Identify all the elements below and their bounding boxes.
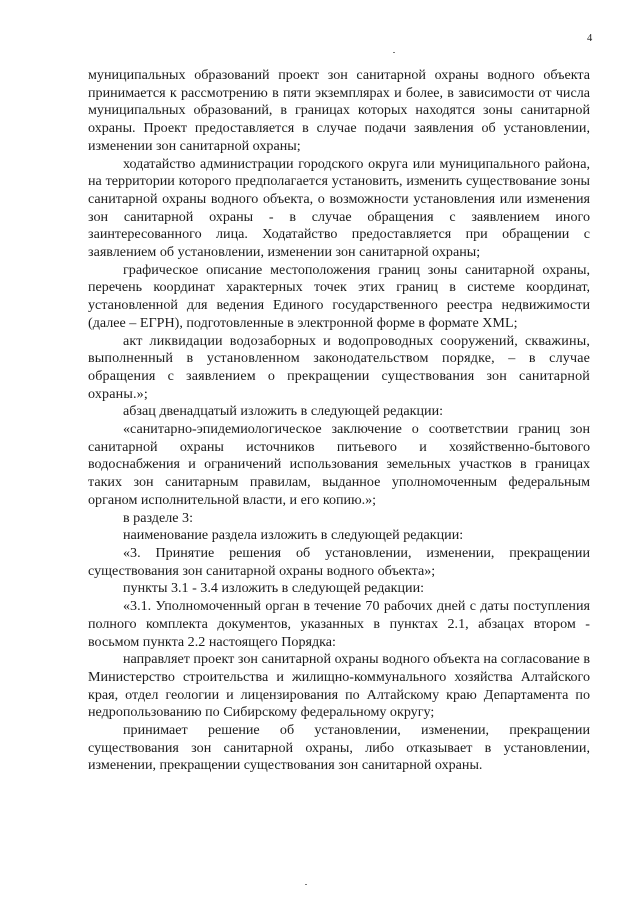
- scan-speck: [393, 52, 395, 53]
- paragraph: «3.1. Уполномоченный орган в течение 70 рабочих дней с даты поступления полного комплекта документов, указанных в пунктах 2.1, абзацах втором - восьмом пункта 2.2 настоящего Порядка:: [88, 598, 590, 650]
- document-body: [88, 67, 590, 775]
- paragraph: пункты 3.1 - 3.4 изложить в следующей редакции:: [123, 580, 425, 597]
- paragraph: направляет проект зон санитарной охраны водного объекта на согласование в Министерство строительства и жилищно-коммунального хозяйства Алтайского края, отдел геологии и лицензирования по Алтайскому краю Департамента по недропользованию по Сибирскому федеральному округу;: [88, 651, 590, 721]
- page-number: 4: [587, 33, 593, 44]
- paragraph: в разделе 3:: [123, 509, 193, 526]
- paragraph: принимает решение об установлении, изменении, прекращении существования зон санитарной охраны, либо отказывает в установлении, изменении, прекращении существования зон санитарной охраны.: [88, 722, 590, 774]
- paragraph: муниципальных образований проект зон санитарной охраны водного объекта принимается к рассмотрению в пяти экземплярах и более, в зависимости от числа муниципальных образований, в границах которых находятся зоны санитарной охраны. Проект предоставляется в случае подачи заявления об установлении, изменении зон санитарной охраны;: [88, 67, 590, 154]
- paragraph: «санитарно-эпидемиологическое заключение о соответствии границ зон санитарной охраны источников питьевого и хозяйственно-бытового водоснабжения и ограничений использования земельных участков в границах таких зон санитарным правилам, выданное уполномоченным федеральным органом исполнительной власти, и его копию.»;: [88, 421, 590, 508]
- paragraph: графическое описание местоположения границ зоны санитарной охраны, перечень координат характерных точек этих границ в системе координат, установленной для ведения Единого государственного реестра недвижимости (далее – ЕГРН), подготовленные в электронной форме в формате XML;: [88, 261, 590, 331]
- scan-speck: [305, 884, 307, 885]
- paragraph: акт ликвидации водозаборных и водопроводных сооружений, скважины, выполненный в установленном законодательством порядке, – в случае обращения с заявлением о прекращении существования зон санитарной охраны.»;: [88, 332, 590, 402]
- paragraph: «3. Принятие решения об установлении, изменении, прекращении существования зон санитарной охраны водного объекта»;: [88, 544, 590, 579]
- paragraph: наименование раздела изложить в следующей редакции:: [123, 527, 464, 544]
- paragraph: ходатайство администрации городского округа или муниципального района, на территории которого предполагается установить, изменить существование зоны санитарной охраны водного объекта, о возможности установления или изменения зон санитарной охраны - в случае обращения с заявлением иного заинтересованного лица. Ходатайство предоставляется при обращении с заявлением об установлении, изменении зон санитарной охраны;: [88, 155, 590, 261]
- paragraph: абзац двенадцатый изложить в следующей редакции:: [123, 403, 444, 420]
